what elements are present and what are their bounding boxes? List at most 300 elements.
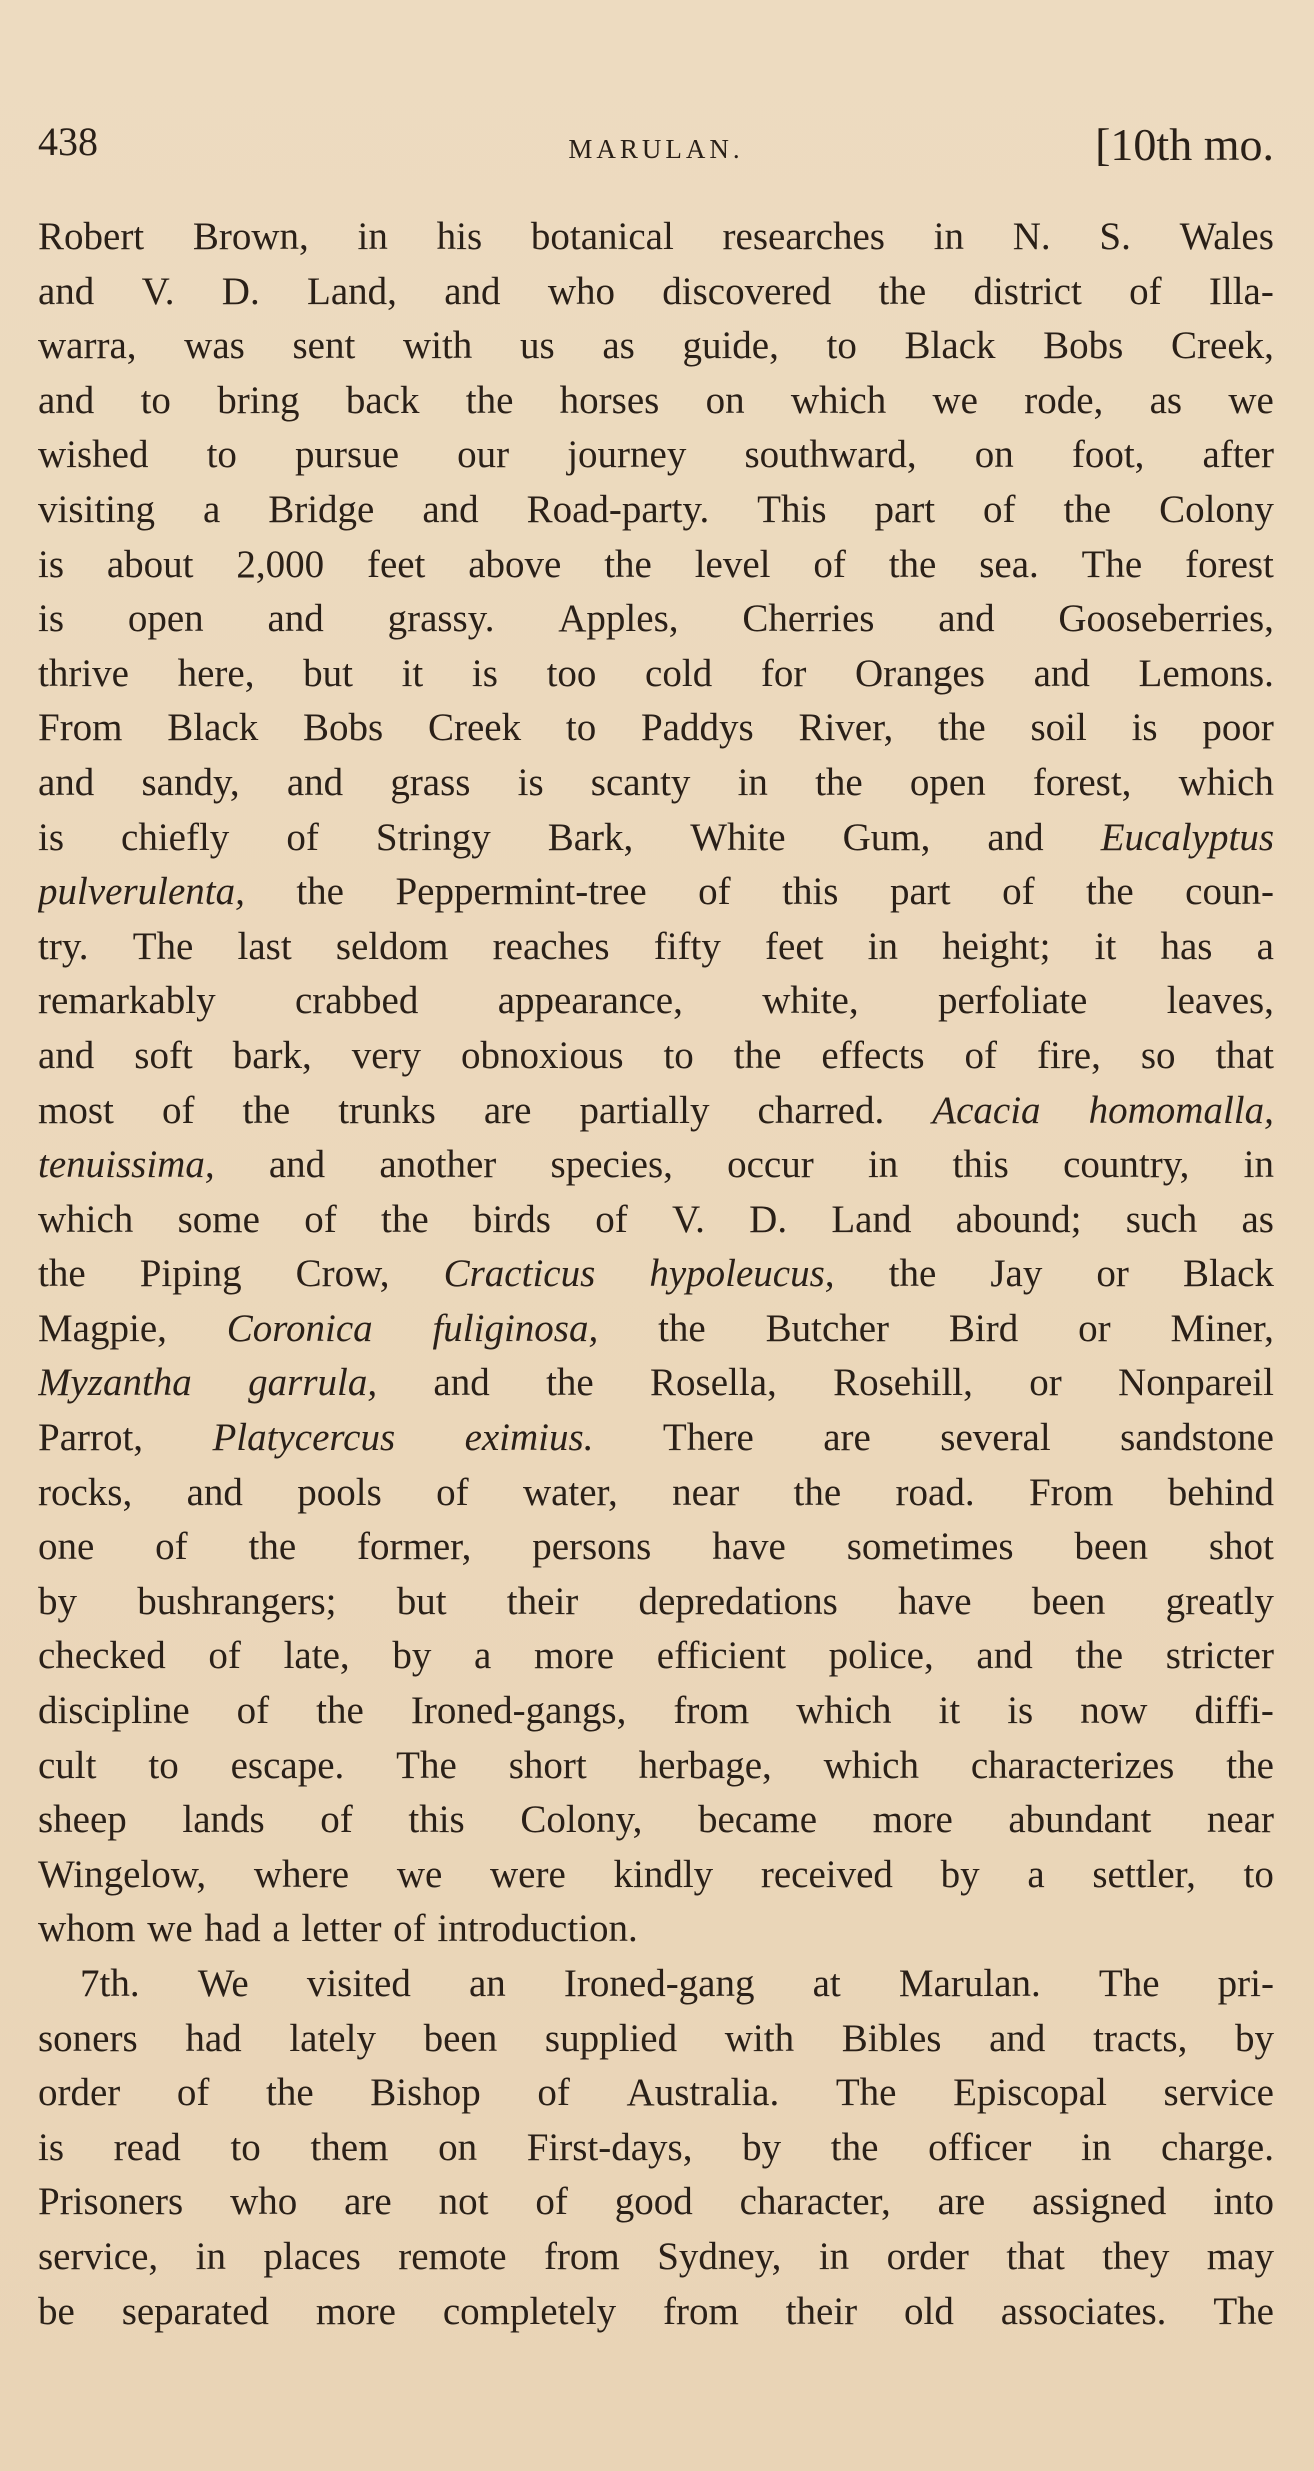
- word: Bird: [948, 1306, 1019, 1350]
- word: abound;: [955, 1197, 1082, 1241]
- word: open: [127, 597, 204, 641]
- running-title: MARULAN.: [568, 134, 744, 164]
- word: Creek: [427, 706, 522, 750]
- word: From: [38, 706, 123, 750]
- word: D.: [221, 269, 260, 313]
- word: Black: [904, 324, 996, 368]
- word: and: [433, 1361, 490, 1405]
- word: effects: [821, 1033, 925, 1077]
- word: Colony,: [520, 1798, 643, 1842]
- text-line: [38, 1356, 1274, 1411]
- word: journey: [567, 433, 687, 477]
- word: depredations: [638, 1579, 838, 1623]
- word: on: [974, 433, 1014, 477]
- text-line: [38, 756, 1274, 811]
- word: of: [155, 1525, 188, 1569]
- word: another: [379, 1143, 497, 1187]
- word: Rosella,: [650, 1361, 777, 1405]
- word: old: [904, 2289, 954, 2333]
- word: Eucalyptus: [1100, 815, 1274, 859]
- word: perfoliate: [937, 979, 1088, 1023]
- word: whom: [38, 1907, 136, 1951]
- word: of: [304, 1197, 337, 1241]
- word: places: [263, 2234, 361, 2278]
- word: good: [614, 2180, 693, 2224]
- word: police,: [828, 1634, 934, 1678]
- word: Land,: [307, 269, 397, 313]
- word: feet: [366, 542, 426, 586]
- text-line: [38, 374, 1274, 429]
- word: have: [897, 1579, 972, 1623]
- word: D.: [749, 1197, 788, 1241]
- word: foot,: [1071, 433, 1145, 477]
- text-line: [38, 1957, 1274, 2012]
- word: most: [38, 1088, 114, 1132]
- word: service,: [38, 2234, 159, 2278]
- word: coun-: [1185, 870, 1274, 914]
- word: First-days,: [526, 2125, 693, 2169]
- word: very: [351, 1033, 422, 1077]
- word: discovered: [662, 269, 832, 313]
- word: sandy,: [141, 760, 240, 804]
- word: behind: [1167, 1470, 1274, 1514]
- word: this: [408, 1798, 465, 1842]
- word: introduction.: [437, 1907, 638, 1951]
- word: horses: [559, 378, 660, 422]
- word: forest,: [1032, 760, 1132, 804]
- word: Bobs: [1043, 324, 1124, 368]
- word: of: [436, 1470, 469, 1514]
- word: the: [815, 760, 863, 804]
- word: River,: [798, 706, 894, 750]
- word: in: [1080, 2125, 1112, 2169]
- word: with: [402, 324, 473, 368]
- word: which: [1178, 760, 1274, 804]
- word: tenuissima,: [38, 1143, 215, 1187]
- word: and: [38, 1033, 95, 1077]
- word: and: [1033, 651, 1090, 695]
- word: but: [396, 1579, 447, 1623]
- text-line: [38, 483, 1274, 538]
- word: Magpie,: [38, 1306, 167, 1350]
- word: tracts,: [1093, 2016, 1188, 2060]
- page-header: [38, 118, 1274, 178]
- word: which: [796, 1689, 892, 1733]
- word: Nonpareil: [1118, 1361, 1274, 1405]
- word: or: [1096, 1252, 1129, 1296]
- word: our: [457, 433, 510, 477]
- word: Black: [1182, 1252, 1274, 1296]
- word: were: [490, 1852, 566, 1896]
- word: Rosehill,: [833, 1361, 973, 1405]
- word: one: [38, 1525, 95, 1569]
- word: we: [396, 1852, 443, 1896]
- word: which: [38, 1197, 134, 1241]
- text-line: [38, 428, 1274, 483]
- word: been: [1074, 1525, 1149, 1569]
- word: There: [662, 1416, 754, 1460]
- text-line: [38, 265, 1274, 320]
- word: reaches: [492, 924, 610, 968]
- word: Platycercus: [212, 1416, 396, 1460]
- word: We: [197, 1962, 249, 2005]
- text-line: [38, 1902, 1274, 1957]
- word: warra,: [38, 324, 137, 368]
- word: the: [1075, 1634, 1124, 1678]
- word: we: [147, 1907, 193, 1951]
- word: visited: [306, 1962, 411, 2005]
- word: who: [547, 269, 615, 313]
- word: N.: [1012, 215, 1051, 258]
- word: Land: [831, 1197, 912, 1241]
- word: at: [812, 1962, 841, 2005]
- word: botanical: [530, 215, 674, 258]
- word: of: [176, 2071, 210, 2115]
- word: and: [422, 487, 479, 531]
- word: their: [785, 2289, 858, 2333]
- word: Cherries: [742, 597, 875, 641]
- word: late,: [283, 1634, 350, 1678]
- word: birds: [472, 1197, 551, 1241]
- word: be: [38, 2289, 75, 2333]
- word: in: [867, 924, 898, 968]
- word: herbage,: [638, 1743, 772, 1787]
- word: or: [1078, 1306, 1111, 1350]
- word: here,: [177, 651, 255, 695]
- word: to: [1243, 1852, 1274, 1896]
- word: is: [517, 760, 544, 804]
- word: scanty: [590, 760, 691, 804]
- word: and: [286, 760, 344, 804]
- word: assigned: [1032, 2180, 1167, 2224]
- word: and: [976, 1634, 1033, 1678]
- word: charge.: [1160, 2125, 1274, 2169]
- word: the: [296, 870, 344, 914]
- word: a: [473, 1634, 492, 1678]
- word: Black: [167, 706, 259, 750]
- word: of: [393, 1907, 426, 1951]
- word: are: [823, 1416, 871, 1460]
- word: crabbed: [294, 979, 419, 1023]
- word: Robert: [38, 215, 145, 258]
- word: bring: [217, 378, 300, 422]
- text-line: [38, 701, 1274, 756]
- word: of: [537, 2071, 570, 2115]
- word: service: [1163, 2071, 1274, 2115]
- word: we: [1228, 378, 1274, 422]
- word: completely: [442, 2289, 617, 2333]
- word: stricter: [1165, 1634, 1274, 1678]
- word: grassy.: [387, 597, 495, 641]
- word: order: [38, 2071, 121, 2115]
- word: visiting: [38, 487, 156, 531]
- word: feet: [765, 924, 824, 968]
- word: Wales: [1179, 215, 1274, 258]
- word: short: [508, 1743, 587, 1787]
- word: Coronica: [226, 1306, 373, 1350]
- word: rode,: [1024, 378, 1104, 422]
- word: his: [436, 215, 483, 258]
- word: Australia.: [626, 2071, 780, 2115]
- text-line: [38, 538, 1274, 593]
- word: Road-party.: [526, 487, 710, 531]
- word: homomalla,: [1088, 1088, 1274, 1132]
- word: to: [230, 2125, 261, 2169]
- word: garrula,: [248, 1361, 378, 1405]
- word: is: [1007, 1689, 1034, 1733]
- word: discipline: [38, 1689, 190, 1733]
- word: so: [1140, 1033, 1176, 1077]
- word: the: [546, 1361, 594, 1405]
- word: to: [148, 1743, 179, 1787]
- word: Butcher: [765, 1306, 890, 1350]
- word: 7th.: [80, 1962, 140, 2005]
- word: and: [38, 269, 95, 313]
- word: S.: [1099, 215, 1131, 258]
- word: and: [987, 815, 1044, 859]
- word: obnoxious: [461, 1033, 624, 1077]
- word: soft: [134, 1033, 193, 1077]
- text-line: [38, 811, 1274, 866]
- word: Paddys: [640, 706, 754, 750]
- word: Bobs: [303, 706, 384, 750]
- text-line: [38, 1084, 1274, 1139]
- word: diffi-: [1194, 1689, 1274, 1733]
- word: The: [132, 924, 194, 968]
- word: of: [813, 542, 846, 586]
- word: an: [468, 1962, 506, 2005]
- text-line: [38, 1247, 1274, 1302]
- word: in: [1243, 1143, 1274, 1187]
- word: received: [760, 1852, 893, 1896]
- word: the: [604, 542, 652, 586]
- word: Acacia: [932, 1088, 1041, 1132]
- word: in: [867, 1143, 899, 1187]
- word: kindly: [613, 1852, 714, 1896]
- word: and: [38, 760, 95, 804]
- word: more: [872, 1798, 953, 1842]
- word: Myzantha: [38, 1361, 192, 1405]
- word: soil: [1030, 706, 1087, 750]
- word: order: [886, 2234, 969, 2278]
- word: is: [38, 542, 65, 586]
- word: of: [236, 1689, 270, 1733]
- word: by: [38, 1579, 77, 1623]
- word: the: [266, 2071, 314, 2115]
- word: into: [1213, 2180, 1274, 2224]
- word: part: [874, 487, 936, 531]
- word: that: [1006, 2234, 1065, 2278]
- word: soners: [38, 2016, 138, 2060]
- word: to: [663, 1033, 694, 1077]
- word: pools: [297, 1470, 382, 1514]
- word: The: [1098, 1962, 1160, 2005]
- word: road.: [895, 1470, 975, 1514]
- word: the: [465, 378, 514, 422]
- word: Creek,: [1171, 324, 1274, 368]
- word: has: [1160, 924, 1213, 968]
- word: and: [267, 597, 324, 641]
- word: officer: [928, 2125, 1032, 2169]
- word: From: [1028, 1470, 1114, 1514]
- word: where: [253, 1852, 350, 1896]
- word: the: [830, 2125, 879, 2169]
- word: had: [204, 1907, 261, 1951]
- word: in: [195, 2234, 226, 2278]
- text-line: [38, 2121, 1274, 2176]
- word: Sydney,: [657, 2234, 782, 2278]
- word: Piping: [139, 1252, 242, 1296]
- word: and: [38, 378, 95, 422]
- word: the: [793, 1470, 842, 1514]
- text-line: [38, 1138, 1274, 1193]
- word: for: [760, 651, 807, 695]
- text-line: [38, 1793, 1274, 1848]
- date-note: [10th mo.: [1095, 119, 1274, 170]
- text-line: [38, 1629, 1274, 1684]
- word: of: [595, 1197, 628, 1241]
- word: Illa-: [1208, 269, 1274, 313]
- word: Bark,: [547, 815, 634, 859]
- word: Lemons.: [1138, 651, 1274, 695]
- word: the: [1226, 1743, 1274, 1787]
- word: this: [782, 870, 839, 914]
- word: by: [742, 2125, 782, 2169]
- word: The: [835, 2071, 897, 2115]
- word: remarkably: [38, 979, 216, 1023]
- word: now: [1080, 1689, 1148, 1733]
- word: character,: [739, 2180, 891, 2224]
- word: the: [733, 1033, 782, 1077]
- word: Brown,: [192, 215, 309, 258]
- word: the: [1063, 487, 1112, 531]
- word: greatly: [1165, 1579, 1274, 1623]
- word: chiefly: [121, 815, 230, 859]
- word: thrive: [38, 651, 129, 695]
- word: V.: [141, 269, 175, 313]
- word: persons: [532, 1525, 652, 1569]
- word: wished: [38, 433, 149, 477]
- word: and: [186, 1470, 243, 1514]
- word: by: [940, 1852, 980, 1896]
- word: it: [938, 1689, 961, 1733]
- word: sent: [292, 324, 356, 368]
- word: Crow,: [295, 1252, 390, 1296]
- word: 2,000: [236, 542, 325, 586]
- text-line: [38, 974, 1274, 1029]
- word: a: [1256, 924, 1274, 968]
- word: the: [38, 1252, 86, 1296]
- word: near: [1206, 1798, 1274, 1842]
- word: from: [662, 2289, 739, 2333]
- word: Jay: [990, 1252, 1043, 1296]
- word: was: [184, 324, 245, 368]
- word: pulverulenta,: [38, 870, 245, 914]
- text-line: [38, 1575, 1274, 1630]
- word: associates.: [1000, 2289, 1167, 2333]
- word: the: [888, 1252, 937, 1296]
- word: and: [938, 597, 995, 641]
- word: they: [1102, 2234, 1170, 2278]
- word: Peppermint-tree: [395, 870, 647, 914]
- word: near: [672, 1470, 740, 1514]
- word: former,: [357, 1525, 472, 1569]
- text-line: [38, 1302, 1274, 1357]
- word: to: [140, 378, 171, 422]
- word: above: [468, 542, 562, 586]
- word: the: [380, 1197, 429, 1241]
- word: country,: [1063, 1143, 1190, 1187]
- word: Stringy: [375, 815, 491, 859]
- word: the: [878, 269, 927, 313]
- word: their: [506, 1579, 579, 1623]
- word: as: [602, 324, 635, 368]
- word: to: [826, 324, 857, 368]
- word: trunks: [338, 1088, 436, 1132]
- word: The: [1081, 542, 1143, 586]
- word: been: [423, 2016, 498, 2060]
- word: and: [989, 2016, 1046, 2060]
- word: is: [1131, 706, 1158, 750]
- word: is: [38, 2125, 65, 2169]
- word: us: [519, 324, 555, 368]
- word: characterizes: [970, 1743, 1175, 1787]
- text-line: [38, 319, 1274, 374]
- word: Bishop: [370, 2071, 481, 2115]
- word: height;: [942, 924, 1051, 968]
- word: but: [303, 651, 353, 695]
- word: Marulan.: [898, 1962, 1041, 2005]
- word: Gooseberries,: [1058, 597, 1274, 641]
- word: that: [1215, 1033, 1274, 1077]
- word: became: [697, 1798, 818, 1842]
- word: of: [535, 2180, 568, 2224]
- word: is: [38, 597, 65, 641]
- word: the: [242, 1088, 291, 1132]
- text-line: [38, 2230, 1274, 2285]
- text-line: [38, 865, 1274, 920]
- word: The: [1213, 2289, 1274, 2333]
- word: the: [316, 1689, 364, 1733]
- word: are: [344, 2180, 392, 2224]
- word: had: [185, 2016, 242, 2060]
- word: settler,: [1092, 1852, 1196, 1896]
- word: to: [565, 706, 597, 750]
- word: pursue: [295, 433, 400, 477]
- word: on: [438, 2125, 478, 2169]
- word: sandstone: [1120, 1416, 1274, 1460]
- word: the: [1086, 870, 1134, 914]
- word: in: [357, 215, 388, 258]
- word: with: [724, 2016, 795, 2060]
- word: fire,: [1037, 1033, 1101, 1077]
- word: letter: [301, 1907, 382, 1951]
- word: district: [973, 269, 1082, 313]
- word: fifty: [653, 924, 721, 968]
- word: White: [690, 815, 786, 859]
- text-line: [38, 1739, 1274, 1794]
- word: seldom: [335, 924, 449, 968]
- word: by: [1235, 2016, 1274, 2060]
- word: which: [823, 1743, 919, 1787]
- word: try.: [38, 924, 89, 968]
- word: who: [230, 2180, 298, 2224]
- word: them: [310, 2125, 389, 2169]
- word: grass: [390, 760, 471, 804]
- word: forest: [1185, 542, 1274, 586]
- word: in: [933, 215, 965, 258]
- word: cult: [38, 1743, 97, 1787]
